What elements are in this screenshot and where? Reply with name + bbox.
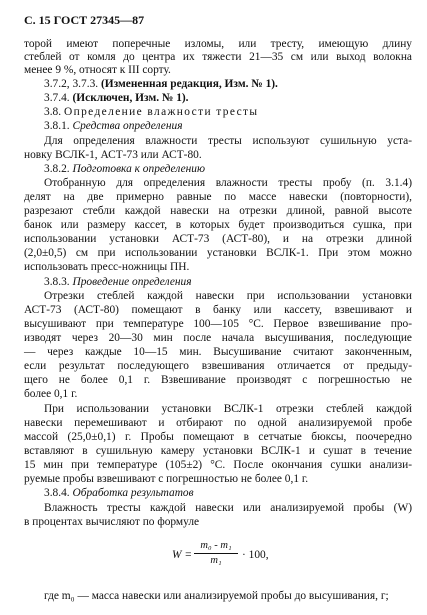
paragraph-3-8-2-line-2: делят на две примерно равные по массе навески (повторности), <box>24 191 412 203</box>
subsection-number: 3.8.1. <box>44 120 70 132</box>
subsection-title: Подготовка к определению <box>72 163 206 175</box>
paragraph-3-8-1-line-2: новку ВСЛК-1, АСТ-73 или АСТ-80. <box>24 149 202 161</box>
paragraph-3-8-3b-line-6: руемые пробы взвешивают с погрешностью не более 0,1 г. <box>24 473 309 485</box>
paragraph-3-8-3b-line-4: вставляют в сушильную камеру установки ВСЛК-1 и сушат в течение <box>24 445 412 457</box>
paragraph-3-8-3b-line-5: 15 мин при температуре (105±2) °С. После окончания сушки анализи- <box>24 459 412 471</box>
section-title: Определение влажности тресты <box>63 106 259 118</box>
paragraph-3-8-3-line-5: — через каждые 10—15 мин. Высушивание считают законченным, <box>24 346 412 358</box>
paragraph-3-8-3-line-6: если результат последующего взвешивания отличается от предыду- <box>24 360 412 372</box>
amendment-2 <box>44 92 412 105</box>
formula-lhs: W = <box>172 549 193 561</box>
formula-numerator: m₀ - m₁ <box>200 540 232 551</box>
amendment-1 <box>44 78 412 91</box>
paragraph-3-8-3-line-1: Отрезки стеблей каждой навески при использовании установки <box>44 290 412 302</box>
subsection-number: 3.8.4. <box>44 487 70 499</box>
intro-line-3: менее 9 %, относят к III сорту. <box>24 64 171 76</box>
page-header: С. 15 ГОСТ 27345—87 <box>24 13 145 27</box>
subsection-3-8-1 <box>44 120 412 133</box>
amendment-2-number: 3.7.4. <box>44 92 70 104</box>
paragraph-3-8-3-line-7: щего не более 0,1 г. Взвешивание производят с погрешностью не <box>24 374 412 386</box>
subsection-title: Проведение определения <box>72 276 192 288</box>
amendment-1-number: 3.7.2, 3.7.3. <box>44 78 99 90</box>
intro-line-2: стеблей от комля до центра их тяжести 21—35 см или выход волокна <box>24 51 412 63</box>
subsection-3-8-3 <box>44 276 412 289</box>
subsection-3-8-4 <box>44 487 412 500</box>
paragraph-3-8-3b-line-2: навески перемешивают и отбирают по одной анализируемой пробе <box>24 417 412 429</box>
paragraph-3-8-2-line-6: (2,0±0,5) см при использовании установки ВСЛК-1. При этом можно <box>24 247 412 259</box>
paragraph-3-8-2-line-4: банок или размеру кассет, в которых будет производиться сушка, при <box>24 219 412 231</box>
formula-rest: · 100, <box>242 549 269 561</box>
paragraph-3-8-2-line-7: использовать пресс-ножницы ПН. <box>24 261 190 273</box>
paragraph-3-8-2-line-3: разрезают стебли каждой навески на отрезки длиной, равной высоте <box>24 205 412 217</box>
paragraph-3-8-3b-line-3: массой (25,0±0,1) г. Пробы помещают в сетчатые бюксы, поочередно <box>24 431 412 443</box>
formula-fraction <box>194 540 238 567</box>
amendment-1-text: (Измененная редакция, Изм. № 1). <box>100 78 278 90</box>
section-number: 3.8. <box>44 106 62 118</box>
formula-where-clause: где m₀ — масса навески или анализируемой пробы до высушивания, г; <box>44 590 389 602</box>
section-heading <box>44 106 412 119</box>
formula-denominator: m₁ <box>210 555 222 566</box>
paragraph-3-8-4-line-1: Влажность тресты каждой навески или анализируемой пробы (W) <box>44 502 412 514</box>
paragraph-3-8-3-line-4: изводят через 20—30 мин после начала высушивания, последующие <box>24 332 412 344</box>
intro-line-1: торой имеют поперечные изломы, или тресту, имеющую длину <box>24 38 412 50</box>
fraction-bar <box>194 553 238 554</box>
paragraph-3-8-3-line-8: более 0,1 г. <box>24 388 78 400</box>
subsection-title: Средства определения <box>72 120 183 132</box>
subsection-title: Обработка результатов <box>72 487 194 499</box>
subsection-3-8-2 <box>44 163 412 176</box>
subsection-number: 3.8.2. <box>44 163 70 175</box>
paragraph-3-8-1-line-1: Для определения влажности тресты используют сушильную уста- <box>44 135 412 147</box>
paragraph-3-8-3-line-2: АСТ-73 (АСТ-80) помещают в банку или кассету, взвешивают и <box>24 304 412 316</box>
paragraph-3-8-3-line-3: высушивают при температуре 100—105 °С. Первое взвешивание про- <box>24 318 412 330</box>
paragraph-3-8-2-line-5: использовании установки АСТ-73 (АСТ-80), и на отрезки длиной <box>24 233 412 245</box>
subsection-number: 3.8.3. <box>44 276 70 288</box>
paragraph-3-8-3b-line-1: При использовании установки ВСЛК-1 отрезки стеблей каждой <box>44 403 412 415</box>
paragraph-3-8-2-line-1: Отобранную для определения влажности тресты пробу (п. 3.1.4) <box>44 177 412 189</box>
amendment-2-text: (Исключен, Изм. № 1). <box>72 92 189 104</box>
paragraph-3-8-4-line-2: в процентах вычисляют по формуле <box>24 516 200 528</box>
